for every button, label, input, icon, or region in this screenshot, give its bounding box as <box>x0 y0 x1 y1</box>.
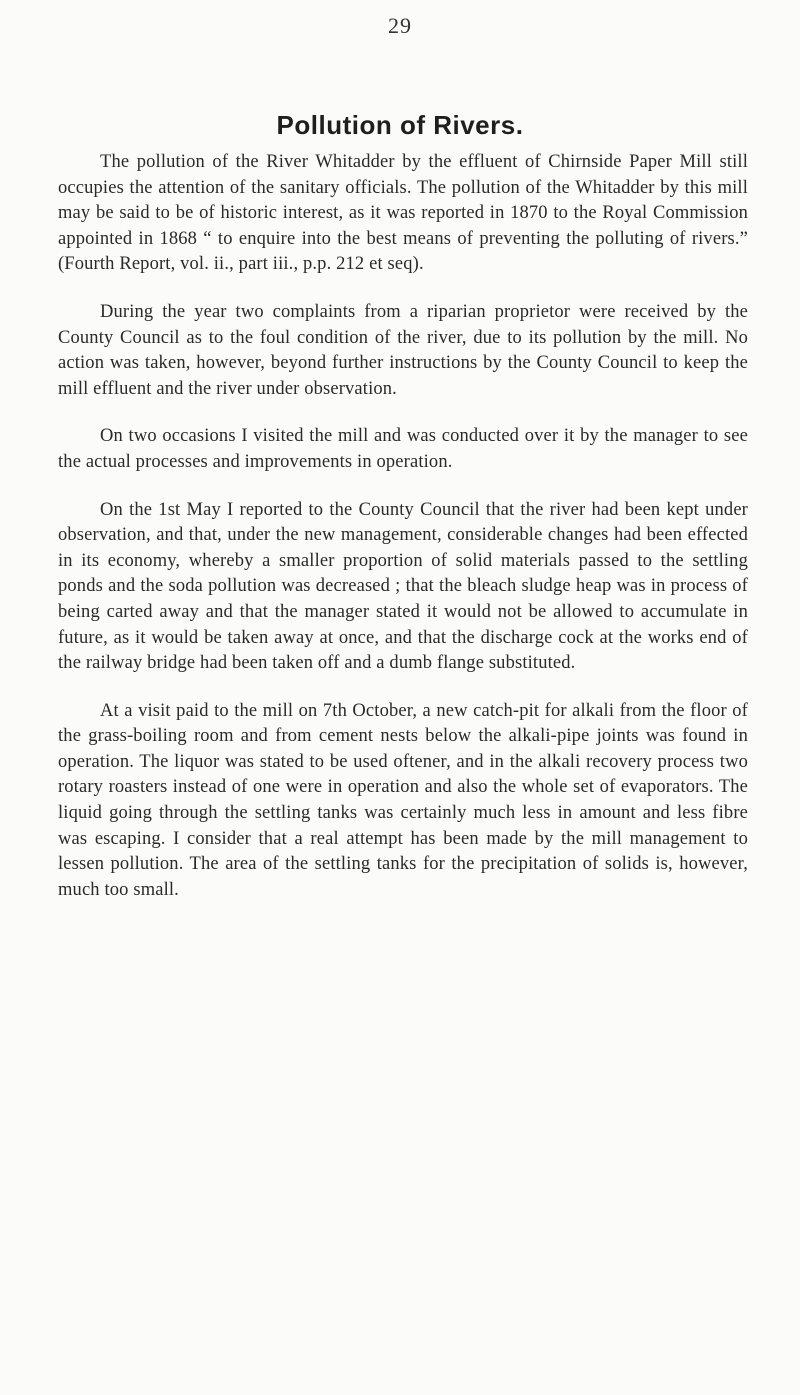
paragraph-5: At a visit paid to the mill on 7th October, a new catch-pit for alkali from the floor of the grass-boiling room and from cement nests below the alkali-pipe joints was found in operation. The liquor was stated to be used oftener, and in the alkali recovery process two rotary roasters instead of one were in operation and also the whole set of evaporators. The liquid going through the settling tanks was certainly much less in amount and less fibre was escaping. I consider that a real attempt has been made by the mill management to lessen pollution. The area of the settling tanks for the precipitation of solids is, however, much too small. <box>58 700 748 900</box>
paragraph-2: During the year two complaints from a riparian proprietor were received by the County Council as to the foul condition of the river, due to its pollution by the mill. No action was taken, however, beyond further instructions by the County Council to keep the mill effluent and the river under observation. <box>58 301 748 399</box>
paragraph-3: On two occasions I visited the mill and was conducted over it by the manager to see the actual processes and improvements in operation. <box>58 426 748 472</box>
section-title: Pollution of Rivers. <box>276 110 524 140</box>
paragraph-1: The pollution of the River Whitadder by the effluent of Chirnside Paper Mill still occupies the attention of the sanitary officials. The pollution of the Whitadder by this mill may be said to be of historic interest, as it was reported in 1870 to the Royal Commission appointed in 1868 “ to enquire into the best means of preventing the polluting of rivers.” (Fourth Report, vol. ii., part iii., p.p. 212 et seq). <box>58 152 748 275</box>
paragraph-4: On the 1st May I reported to the County Council that the river had been kept under observation, and that, under the new management, considerable changes had been effected in its economy, whereby a smaller proportion of solid materials passed to the settling ponds and the soda pollution was decreased ; that the bleach sludge heap was in process of being carted away and that the manager stated it would not be allowed to accumulate in future, as it would be taken away at once, and that the discharge cock at the works end of the railway bridge had been taken off and a dumb flange substituted. <box>58 499 748 674</box>
page-number: 29 <box>388 13 412 38</box>
body-text <box>58 150 748 925</box>
